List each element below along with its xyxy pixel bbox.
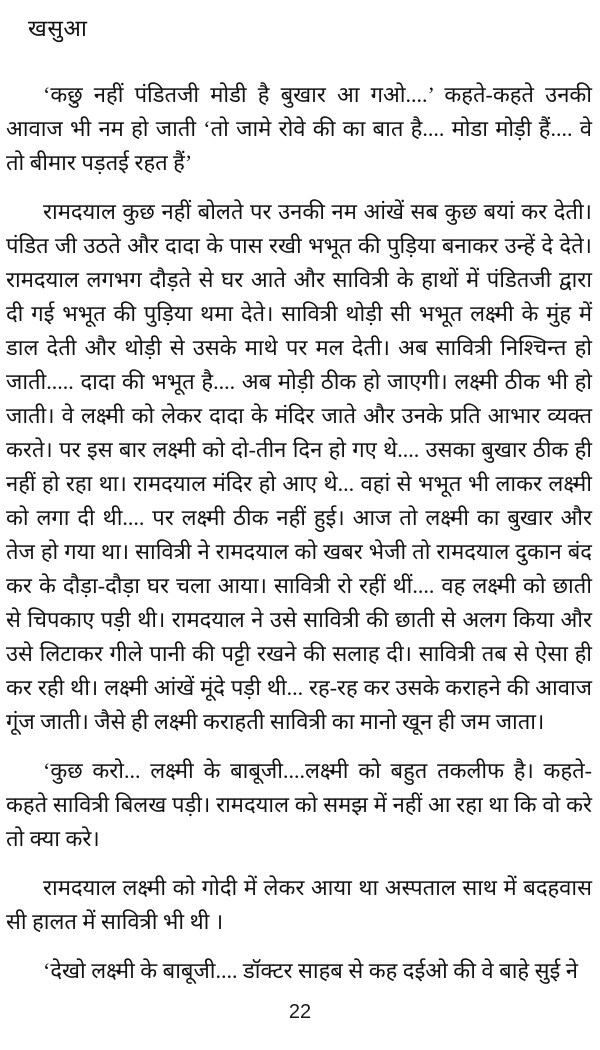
text-line: उसे लिटाकर गीले पानी की पट्टी रखने की सलाह दी। सावित्री तब से ऐसा ही: [6, 641, 592, 666]
text-line: डाल देती और थोड़ी से उसके माथे पर मल देती। अब सावित्री निश्चिन्त हो: [6, 335, 592, 360]
text-line: पंडित जी उठते और दादा के पास रखी भभूत की पुड़िया बनाकर उन्हें दे देते।: [6, 233, 592, 258]
text-line: तो बीमार पड़तई रहत हैं’: [6, 150, 193, 175]
text-line: रामदयाल लगभग दौड़ते से घर आते और सावित्री के हाथों में पंडितजी द्वारा: [6, 267, 592, 292]
text-line: रामदयाल कुछ नहीं बोलते पर उनकी नम आंखें सब कुछ बयां कर देती।: [43, 199, 592, 224]
text-line: कहते सावित्री बिलख पड़ी। रामदयाल को समझ में नहीं आ रहा था कि वो करे: [6, 792, 592, 817]
text-line: ‘कछु नहीं पंडितजी मोडी है बुखार आ गओ....’ कहते-कहते उनकी: [43, 82, 592, 107]
text-line: सी हालत में सावित्री भी थी ।: [6, 909, 224, 934]
paragraph: [6, 78, 592, 180]
text-line: जाती। वे लक्ष्मी को लेकर दादा के मंदिर जाते और उनके प्रति आभार व्यक्त: [6, 403, 592, 428]
text-line: जाती..... दादा की भभूत है.... अब मोड़ी ठीक हो जाएगी। लक्ष्मी ठीक भी हो: [6, 369, 592, 394]
text-line: तेज हो गया था। सावित्री ने रामदयाल को खबर भेजी तो रामदयाल दुकान बंद: [6, 539, 592, 564]
paragraph: [6, 195, 592, 739]
text-line: ‘कुछ करो... लक्ष्मी के बाबूजी....लक्ष्मी को बहुत तकलीफ है। कहते-: [43, 758, 592, 783]
running-header: खसुआ: [28, 16, 88, 41]
page-number: 22: [288, 1001, 312, 1023]
text-line: तो क्या करे।: [6, 826, 100, 851]
text-line: रामदयाल लक्ष्मी को गोदी में लेकर आया था अस्पताल साथ में बदहवास: [43, 875, 592, 900]
text-line: गूंज जाती। जैसे ही लक्ष्मी कराहती सावित्री का मानो खून ही जम जाता।: [6, 709, 545, 734]
text-line: से चिपकाए पड़ी थी। रामदयाल ने उसे सावित्री की छाती से अलग किया और: [6, 607, 592, 632]
text-line: ‘देखो लक्ष्मी के बाबूजी.... डॉक्टर साहब से कह दईओ की वे बाहे सुई ने: [43, 958, 578, 983]
text-line: नहीं हो रहा था। रामदयाल मंदिर हो आए थे... वहां से भभूत भी लाकर लक्ष्मी: [6, 471, 592, 496]
text-line: कर रही थी। लक्ष्मी आंखें मूंदे पड़ी थी... रह-रह कर उसके कराहने की आवाज: [6, 675, 592, 700]
paragraph: [6, 754, 592, 856]
text-line: को लगा दी थी.... पर लक्ष्मी ठीक नहीं हुई। आज तो लक्ष्मी का बुखार और: [6, 505, 592, 530]
paragraph: [6, 954, 592, 988]
text-line: दी गई भभूत की पुड़िया थमा देते। सावित्री थोड़ी सी भभूत लक्ष्मी के मुंह में: [6, 301, 592, 326]
text-line: आवाज भी नम हो जाती ‘तो जामे रोवे की का बात है.... मोडा मोड़ी हैं.... वे: [6, 116, 592, 141]
text-line: करते। पर इस बार लक्ष्मी को दो-तीन दिन हो गए थे.... उसका बुखार ठीक ही: [6, 437, 592, 462]
text-block: [0, 42, 600, 988]
paragraph: [6, 871, 592, 939]
text-line: कर के दौड़ा-दौड़ा घर चला आया। सावित्री रो रहीं थीं.... वह लक्ष्मी को छाती: [6, 573, 592, 598]
